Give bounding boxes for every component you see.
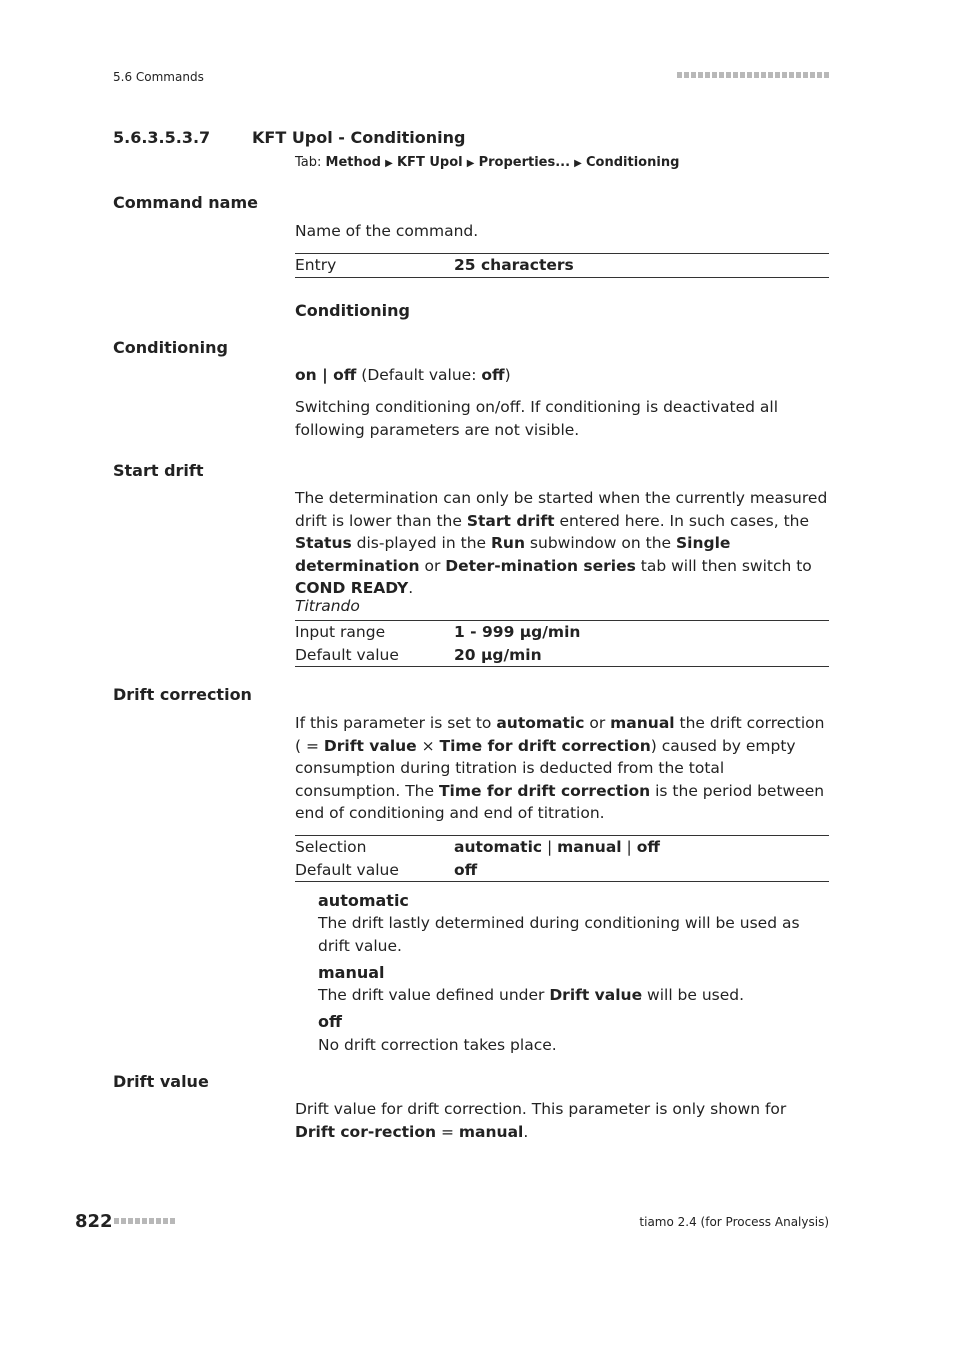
option-title-off: off — [318, 1012, 342, 1031]
table-row — [295, 836, 829, 859]
table-value: 1 - 999 µg/min — [454, 623, 581, 641]
param-label-start-drift: Start drift — [113, 461, 204, 480]
running-header-section: 5.6 Commands — [113, 70, 204, 84]
footer-product-name: tiamo 2.4 (for Process Analysis) — [639, 1215, 829, 1229]
table-key: Input range — [295, 623, 386, 641]
table-row — [295, 254, 829, 277]
table-value: off — [454, 860, 478, 879]
param-label-conditioning: Conditioning — [113, 338, 228, 357]
option-title-manual: manual — [318, 963, 385, 982]
tab-path-item: Properties... — [478, 155, 571, 170]
conditioning-options — [295, 364, 829, 387]
start-drift-description: The determination can only be started when the currently measured drift is lower than the Start drift entered here. In such cases, the Status dis-played in the Run subwindow on the Single determination or Deter-mination series tab will then switch to COND READY. — [295, 489, 828, 597]
option-title-automatic: automatic — [318, 891, 409, 910]
table-value: 25 characters — [454, 256, 574, 274]
conditioning-options-values: on | off — [295, 366, 357, 384]
command-name-description: Name of the command. — [295, 222, 479, 240]
section-title: KFT Upol - Conditioning — [252, 128, 466, 147]
header-decor-squares — [677, 72, 829, 78]
default-suffix: ) — [504, 366, 511, 384]
option-text-off: No drift correction takes place. — [318, 1036, 557, 1054]
tab-path-item: Method — [325, 155, 381, 170]
drift-value-description: Drift value for drift correction. This parameter is only shown for Drift cor-rection = manual. — [295, 1100, 787, 1141]
footer-decor-squares — [114, 1218, 175, 1224]
table-value: automatic | manual | off — [454, 838, 660, 856]
table-row — [295, 621, 829, 644]
tab-path-item: KFT Upol — [396, 155, 463, 170]
param-label-drift-value: Drift value — [113, 1072, 209, 1091]
table-key: Selection — [295, 838, 367, 856]
section-number: 5.6.3.5.3.7 — [113, 128, 211, 147]
arrow-right-icon: ▶ — [466, 158, 475, 169]
option-text-manual: The drift value defined under Drift value will be used. — [318, 986, 745, 1004]
start-drift-table — [295, 620, 829, 667]
tab-path-prefix: Tab: — [295, 155, 326, 170]
arrow-right-icon: ▶ — [385, 158, 393, 169]
option-text-automatic: The drift lastly determined during conditioning will be used as drift value. — [318, 914, 800, 955]
drift-correction-table — [295, 835, 829, 882]
page-number: 822 — [75, 1211, 113, 1232]
default-prefix: (Default value: — [356, 366, 482, 384]
table-key: Entry — [295, 256, 337, 274]
command-name-table — [295, 253, 829, 278]
table-row — [295, 859, 829, 882]
default-value: off — [481, 366, 505, 384]
param-label-command-name: Command name — [113, 193, 258, 212]
table-row — [295, 644, 829, 667]
table-key: Default value — [295, 860, 399, 879]
table-value: 20 µg/min — [454, 645, 542, 664]
arrow-right-icon: ▶ — [574, 158, 582, 169]
tab-path — [295, 155, 679, 170]
device-caption-titrando: Titrando — [295, 597, 360, 615]
group-title-conditioning: Conditioning — [295, 301, 410, 320]
param-label-drift-correction: Drift correction — [113, 685, 252, 704]
drift-correction-description: If this parameter is set to automatic or manual the drift correction ( = Drift value × Time for drift correction) caused by empty consumption during titration is deducted from the total consumption. The Time for drift correction is the period between end of conditioning and end of titration. — [295, 714, 825, 822]
table-key: Default value — [295, 645, 399, 664]
conditioning-description: Switching conditioning on/off. If conditioning is deactivated all following parameters are not visible. — [295, 398, 779, 439]
tab-path-item: Conditioning — [586, 155, 680, 170]
